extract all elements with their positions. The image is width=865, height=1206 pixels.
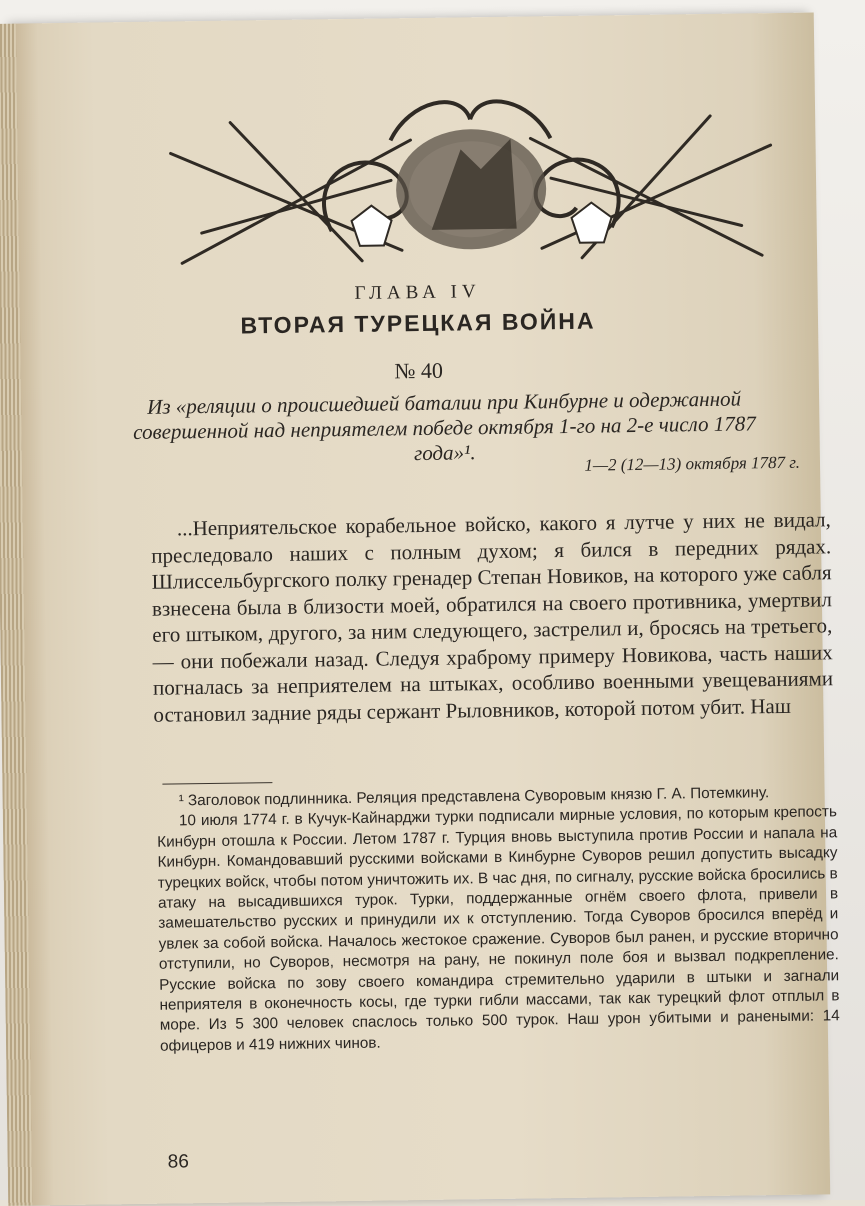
- footnote-1: ¹ Заголовок подлинника. Реляция представлена Суворовым князю Г. А. Потемкину.: [178, 784, 770, 810]
- ornament-rifle-right-1: [530, 135, 762, 258]
- chapter-ornament-vignette: [160, 75, 783, 274]
- footnote-commentary: 10 июля 1774 г. в Кучук-Кайнарджи турки подписали мирные условия, по которым крепость Кинбурн отошла к России. Летом 1787 г. Турция вновь выступила против России и напала на Кинбурн. Командовавший русскими войсками в Кинбурне Суворов решил допустить высадку турецких войск, чтобы потом уничтожить их. В час дня, по сигналу, русские войска бросились в атаку на высадившихся турок. Турки, поддержанные огнём своего флота, привели в замешательство русских и принудили их к отступлению. Тогда Суворов бросился вперёд и увлек за собой войска. Началось жестокое сражение. Суворов был ранен, и русские вторично отступили, но Суворов, несмотря на рану, не покинул поле боя и вызвал подкрепление. Русские войска по зову своего командира стремительно ударили в штыки и загнали неприятеля в оконечность косы, где турки гибли массами, так как турецкий флот отплыл в море. Из 5 300 человек спаслось только 500 турок. Наш урон убитыми и ранеными: 14 офицеров и 419 нижних чинов.: [157, 803, 840, 1055]
- document-body: [151, 506, 834, 727]
- book-page: [14, 12, 840, 1205]
- footnotes: [157, 782, 841, 1057]
- eagle-shield-icon-right: [571, 202, 612, 243]
- body-paragraph: ...Неприятельское корабельное войско, какого я лутче у них не видал, преследовало наших с полным духом; я бился в передних рядах. Шлиссельбургского полку гренадер Степан Новиков, на которого уже сабля взнесена была в близости моей, обратился на своего противника, умертвил его штыком, другого, за ним следующего, застрелил и, бросясь на третьего,— они побежали назад. Следуя храброму примеру Новикова, часть наших погналась за неприятелем на штыках, особливо военными увещеваниями остановил задние ряды сержант Рыловников, которой потом убит. Наш: [151, 507, 834, 727]
- document-date: 1—2 (12—13) октября 1787 г.: [584, 452, 801, 475]
- footnote-divider: [162, 782, 272, 785]
- ornament-sword-left: [230, 121, 362, 263]
- eagle-shield-icon: [351, 205, 392, 246]
- chapter-label: ГЛАВА IV: [354, 281, 481, 304]
- page-number: 86: [167, 1151, 189, 1173]
- page-content: [14, 12, 840, 1205]
- document-number: № 40: [394, 357, 444, 384]
- chapter-title: ВТОРАЯ ТУРЕЦКАЯ ВОЙНА: [240, 307, 596, 339]
- document-heading: Из «реляции о происшедшей баталии при Кинбурне и одержанной совершенной над неприятелем победе октября 1-го на 2-е число 1787 года»¹.: [133, 386, 756, 466]
